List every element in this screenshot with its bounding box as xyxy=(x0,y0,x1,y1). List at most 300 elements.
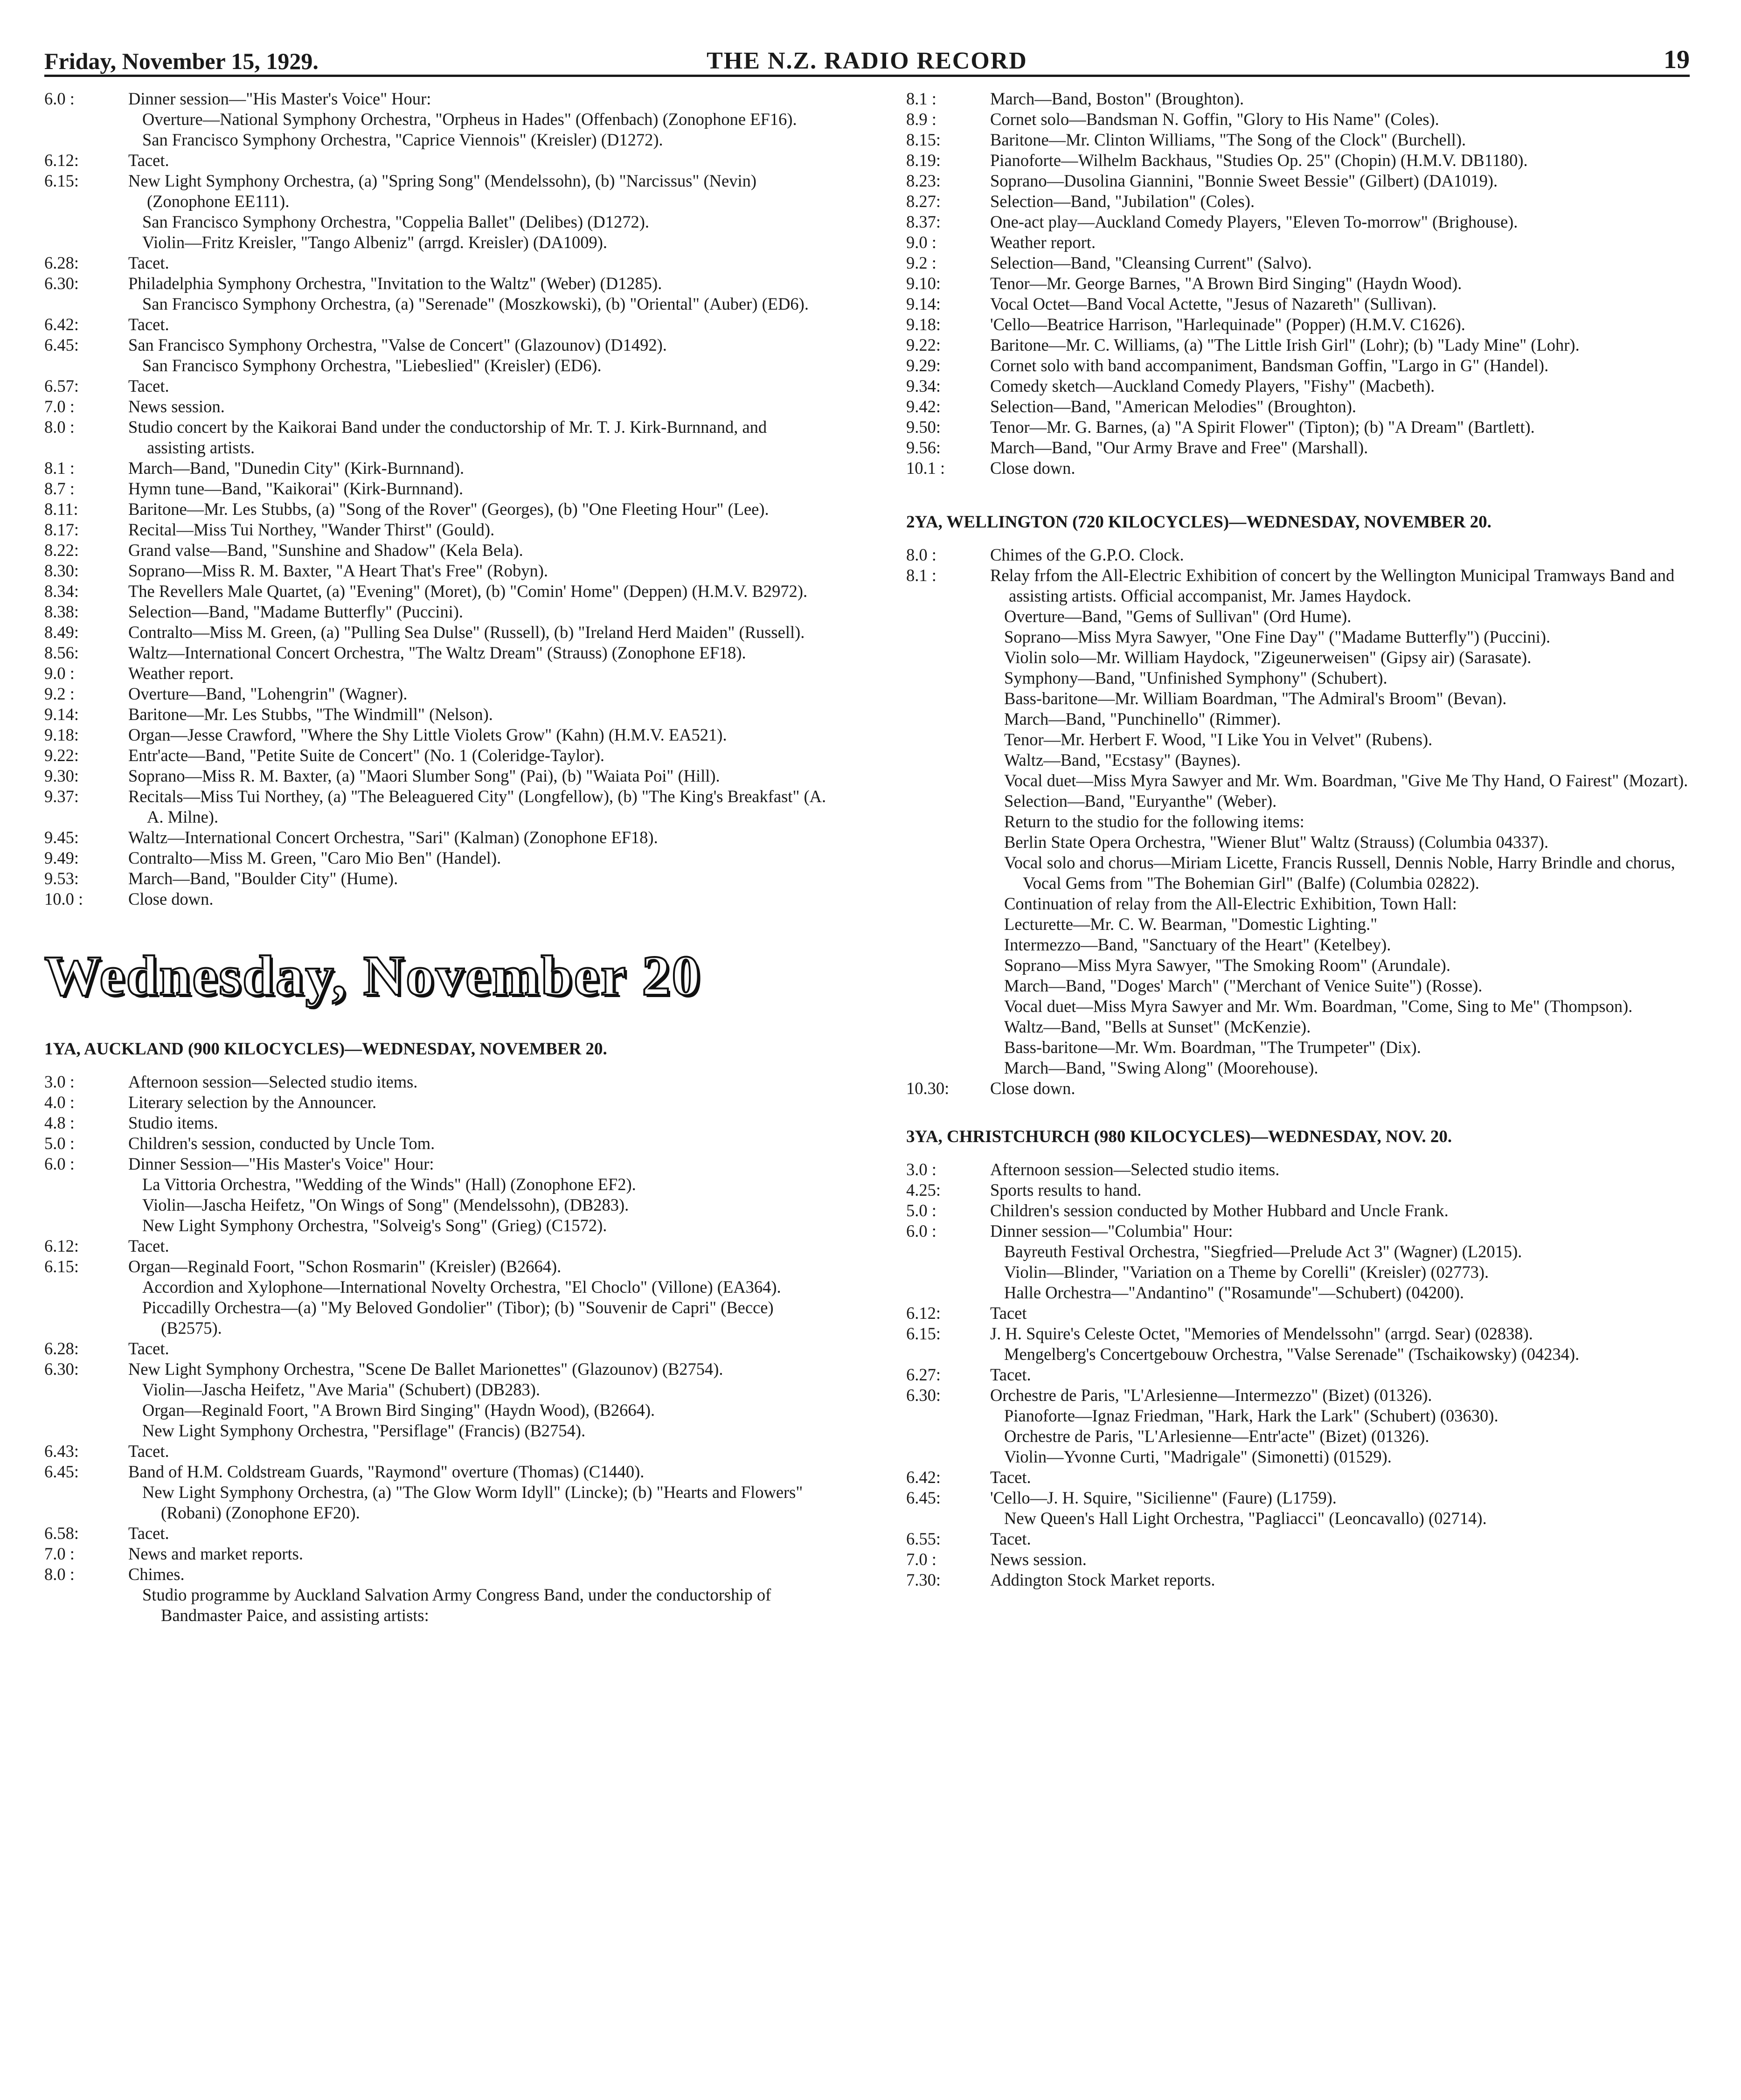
programme-entry xyxy=(44,827,828,848)
entry-text xyxy=(128,684,828,704)
entry-time: 8.34: xyxy=(44,582,79,601)
entry-line: Waltz—Band, "Ecstasy" (Baynes). xyxy=(1004,750,1241,769)
entry-time: 9.14: xyxy=(906,294,941,313)
programme-entry xyxy=(44,868,828,889)
entry-line: Sports results to hand. xyxy=(990,1180,1142,1199)
entry-line: San Francisco Symphony Orchestra, "Liebeslied" (Kreisler) (ED6). xyxy=(142,356,602,375)
entry-line: Dinner Session—"His Master's Voice" Hour: xyxy=(128,1154,434,1173)
entry-time: 9.37: xyxy=(44,787,79,806)
programme-entry xyxy=(44,786,828,827)
entry-time: 6.28: xyxy=(44,253,79,272)
programme-entry xyxy=(44,1236,828,1256)
entry-time xyxy=(906,935,990,955)
entry-text xyxy=(990,976,1690,996)
programme-entry xyxy=(906,376,1690,396)
entry-time: 9.45: xyxy=(44,828,79,847)
entry-line: Tacet. xyxy=(990,1365,1031,1384)
programme-entry xyxy=(906,1262,1690,1282)
entry-line: San Francisco Symphony Orchestra, (a) "Serenade" (Moszkowski), (b) "Oriental" (Auber) (ED6). xyxy=(142,294,809,313)
entry-time: 9.34: xyxy=(906,376,941,395)
entry-line: Dinner session—"Columbia" Hour: xyxy=(990,1221,1233,1241)
entry-text xyxy=(990,355,1690,376)
programme-entry xyxy=(906,1529,1690,1549)
entry-line: 'Cello—Beatrice Harrison, "Harlequinade" (Popper) (H.M.V. C1626). xyxy=(990,315,1465,334)
programme-entry xyxy=(44,1215,828,1236)
entry-line: Vocal duet—Miss Myra Sawyer and Mr. Wm. Boardman, "Come, Sing to Me" (Thompson). xyxy=(1004,997,1633,1016)
entry-time: 6.27: xyxy=(906,1365,941,1384)
entry-text xyxy=(990,335,1690,355)
programme-entry xyxy=(906,314,1690,335)
entry-text xyxy=(128,848,828,868)
entry-time: 8.15: xyxy=(906,130,941,149)
programme-entry xyxy=(906,1221,1690,1241)
entry-text xyxy=(128,1154,828,1174)
entry-line: Selection—Band, "Cleansing Current" (Salvo). xyxy=(990,253,1312,272)
entry-text xyxy=(990,894,1690,914)
entry-line: News and market reports. xyxy=(128,1544,304,1563)
programme-entry xyxy=(44,1379,828,1400)
entry-line: Entr'acte—Band, "Petite Suite de Concert" (No. 1 (Coleridge-Taylor). xyxy=(128,746,605,765)
entry-text xyxy=(990,709,1690,729)
entry-text xyxy=(990,1344,1690,1365)
programme-entry xyxy=(44,109,828,130)
programme-entry xyxy=(906,545,1690,565)
entry-line: Organ—Reginald Foort, "Schon Rosmarin" (Kreisler) (B2664). xyxy=(128,1257,562,1276)
entry-text xyxy=(128,253,828,273)
entry-line: Relay frfom the All-Electric Exhibition of concert by the Wellington Municipal Tramways Band and assisting artists. Official accompanist, Mr. James Haydock. xyxy=(990,566,1675,605)
entry-line: Recitals—Miss Tui Northey, (a) "The Beleaguered City" (Longfellow), (b) "The King's Breakfast" (A. A. Milne). xyxy=(128,787,826,826)
programme-entry xyxy=(44,1072,828,1092)
programme-entry xyxy=(906,191,1690,212)
entry-line: J. H. Squire's Celeste Octet, "Memories of Mendelssohn" (arrgd. Sear) (02838). xyxy=(990,1324,1533,1343)
programme-entry xyxy=(906,647,1690,668)
entry-line: Recital—Miss Tui Northey, "Wander Thirst" (Gould). xyxy=(128,520,495,539)
entry-line: Contralto—Miss M. Green, (a) "Pulling Sea Dulse" (Russell), (b) "Ireland Herd Maiden" (Russell). xyxy=(128,623,805,642)
entry-text xyxy=(128,581,828,602)
entry-time xyxy=(44,212,128,232)
entry-line: Tacet. xyxy=(128,1339,169,1358)
entry-line: Tacet xyxy=(990,1303,1027,1323)
entry-text xyxy=(990,1180,1690,1200)
programme-entry xyxy=(906,627,1690,647)
entry-time xyxy=(44,1277,128,1297)
programme-entry xyxy=(44,1297,828,1338)
programme-entry xyxy=(906,750,1690,770)
entry-text xyxy=(990,1221,1690,1241)
programme-entry xyxy=(906,232,1690,253)
entry-text xyxy=(990,1017,1690,1037)
entry-text xyxy=(990,417,1690,437)
entry-line: Halle Orchestra—"Andantino" ("Rosamunde"—Schubert) (04200). xyxy=(1004,1283,1464,1302)
programme-entry xyxy=(906,1058,1690,1078)
programme-entry xyxy=(906,1426,1690,1447)
programme-entry xyxy=(44,745,828,766)
programme-entry xyxy=(906,437,1690,458)
programme-entry xyxy=(906,458,1690,478)
programme-entry xyxy=(44,704,828,725)
entry-line: March—Band, Boston" (Broughton). xyxy=(990,89,1244,108)
entry-line: Soprano—Miss R. M. Baxter, "A Heart That's Free" (Robyn). xyxy=(128,561,548,580)
programme-entry xyxy=(906,791,1690,811)
entry-text xyxy=(990,914,1690,935)
entry-text xyxy=(990,1447,1690,1467)
entry-text xyxy=(990,1467,1690,1488)
programme-entry xyxy=(44,1154,828,1174)
programme-entry xyxy=(906,996,1690,1017)
entry-time: 4.8 : xyxy=(44,1113,75,1132)
entry-text xyxy=(128,458,828,478)
entry-time: 5.0 : xyxy=(906,1201,936,1220)
entry-line: Tacet. xyxy=(990,1468,1031,1487)
entry-text xyxy=(990,109,1690,130)
entry-time xyxy=(44,1482,128,1523)
entry-time xyxy=(44,1195,128,1215)
entry-time xyxy=(906,894,990,914)
entry-text xyxy=(128,150,828,171)
entry-time: 6.43: xyxy=(44,1442,79,1461)
entry-text xyxy=(128,1421,828,1441)
programme-entry xyxy=(906,1406,1690,1426)
entry-text xyxy=(128,1462,828,1482)
programme-entry xyxy=(906,935,1690,955)
entry-text xyxy=(128,335,828,355)
entry-text xyxy=(990,1570,1690,1590)
entry-line: Bass-baritone—Mr. Wm. Boardman, "The Trumpeter" (Dix). xyxy=(1004,1038,1421,1057)
entry-line: March—Band, "Boulder City" (Hume). xyxy=(128,869,398,888)
entry-text xyxy=(990,832,1690,852)
entry-text xyxy=(990,458,1690,478)
station-heading-1ya: 1YA, AUCKLAND (900 KILOCYCLES)—WEDNESDAY, NOVEMBER 20. xyxy=(44,1040,607,1059)
entry-time: 9.2 : xyxy=(44,684,75,703)
entry-time: 9.10: xyxy=(906,274,941,293)
entry-line: Hymn tune—Band, "Kaikorai" (Kirk-Burnnand). xyxy=(128,479,464,498)
programme-entry xyxy=(906,1241,1690,1262)
entry-text xyxy=(990,1058,1690,1078)
programme-entry xyxy=(906,1078,1690,1099)
entry-line: Violin—Fritz Kreisler, "Tango Albeniz" (arrgd. Kreisler) (DA1009). xyxy=(142,233,608,252)
station-heading-2ya: 2YA, WELLINGTON (720 KILOCYCLES)—WEDNESDAY, NOVEMBER 20. xyxy=(906,513,1491,532)
entry-line: Tacet. xyxy=(128,315,169,334)
entry-text xyxy=(128,561,828,581)
entry-line: Violin—Yvonne Curti, "Madrigale" (Simonetti) (01529). xyxy=(1004,1447,1392,1466)
programme-entry xyxy=(44,581,828,602)
programme-entry xyxy=(44,232,828,253)
entry-line: Tacet. xyxy=(128,151,169,170)
entry-time: 6.55: xyxy=(906,1529,941,1548)
programme-entry xyxy=(906,1570,1690,1590)
entry-time: 6.12: xyxy=(44,151,79,170)
programme-entry xyxy=(906,396,1690,417)
entry-text xyxy=(128,1564,828,1585)
entry-line: Pianoforte—Ignaz Friedman, "Hark, Hark the Lark" (Schubert) (03630). xyxy=(1004,1406,1498,1425)
entry-time: 9.49: xyxy=(44,848,79,867)
entry-time xyxy=(906,832,990,852)
entry-time: 9.18: xyxy=(44,725,79,744)
programme-entry xyxy=(906,150,1690,171)
entry-line: Cornet solo—Bandsman N. Goffin, "Glory to His Name" (Coles). xyxy=(990,110,1439,129)
entry-text xyxy=(990,1549,1690,1570)
entry-line: Tenor—Mr. G. Barnes, (a) "A Spirit Flower" (Tipton); (b) "A Dream" (Bartlett). xyxy=(990,417,1535,437)
entry-text xyxy=(990,996,1690,1017)
programme-entry xyxy=(44,478,828,499)
entry-time: 6.45: xyxy=(44,1462,79,1481)
programme-entry xyxy=(906,606,1690,627)
entry-time: 10.30: xyxy=(906,1079,950,1098)
entry-text xyxy=(990,545,1690,565)
entry-text xyxy=(990,273,1690,294)
entry-text xyxy=(990,1529,1690,1549)
entry-time: 6.30: xyxy=(44,1359,79,1379)
entry-text xyxy=(990,668,1690,688)
entry-line: Close down. xyxy=(990,458,1075,478)
programme-entry xyxy=(906,894,1690,914)
programme-entry xyxy=(906,1037,1690,1058)
entry-time xyxy=(906,729,990,750)
entry-line: Berlin State Opera Orchestra, "Wiener Blut" Waltz (Strauss) (Columbia 04337). xyxy=(1004,832,1549,852)
entry-line: Selection—Band, "American Melodies" (Broughton). xyxy=(990,397,1356,416)
programme-list xyxy=(906,89,1690,478)
entry-text xyxy=(990,253,1690,273)
entry-time: 7.0 : xyxy=(44,1544,75,1563)
entry-text xyxy=(990,314,1690,335)
entry-text xyxy=(128,540,828,561)
entry-time: 8.23: xyxy=(906,171,941,190)
entry-text xyxy=(990,935,1690,955)
entry-text xyxy=(128,1277,828,1297)
entry-line: Lecturette—Mr. C. W. Bearman, "Domestic Lighting." xyxy=(1004,915,1378,934)
entry-line: Orchestre de Paris, "L'Arlesienne—Entr'acte" (Bizet) (01326). xyxy=(1004,1427,1429,1446)
programme-entry xyxy=(44,561,828,581)
entry-time: 6.0 : xyxy=(44,89,75,108)
entry-time: 9.22: xyxy=(44,746,79,765)
entry-time: 7.0 : xyxy=(44,397,75,416)
programme-entry xyxy=(906,253,1690,273)
entry-text xyxy=(990,191,1690,212)
entry-time: 6.57: xyxy=(44,376,79,395)
entry-time: 6.58: xyxy=(44,1524,79,1543)
entry-time: 9.42: xyxy=(906,397,941,416)
entry-line: Organ—Jesse Crawford, "Where the Shy Little Violets Grow" (Kahn) (H.M.V. EA521). xyxy=(128,725,727,744)
entry-line: Cornet solo with band accompaniment, Bandsman Goffin, "Largo in G" (Handel). xyxy=(990,356,1549,375)
programme-entry xyxy=(44,1400,828,1421)
programme-entry xyxy=(44,1585,828,1626)
entry-text xyxy=(128,1195,828,1215)
programme-list xyxy=(44,89,828,909)
programme-entry xyxy=(44,1564,828,1585)
programme-entry xyxy=(44,1277,828,1297)
entry-text xyxy=(128,622,828,643)
programme-entry xyxy=(906,1365,1690,1385)
entry-line: News session. xyxy=(128,397,225,416)
entry-text xyxy=(128,745,828,766)
entry-time xyxy=(906,668,990,688)
entry-text xyxy=(990,852,1690,894)
entry-text xyxy=(128,1256,828,1277)
programme-list xyxy=(906,1159,1690,1590)
entry-text xyxy=(128,1133,828,1154)
programme-entry xyxy=(906,1508,1690,1529)
entry-line: Intermezzo—Band, "Sanctuary of the Heart" (Ketelbey). xyxy=(1004,935,1391,954)
programme-entry xyxy=(44,89,828,109)
entry-text xyxy=(128,1400,828,1421)
entry-text xyxy=(128,786,828,827)
entry-text xyxy=(128,643,828,663)
entry-text xyxy=(990,1159,1690,1180)
entry-text xyxy=(990,1406,1690,1426)
entry-line: Waltz—International Concert Orchestra, "The Waltz Dream" (Strauss) (Zonophone EF18). xyxy=(128,643,746,662)
entry-line: Tenor—Mr. George Barnes, "A Brown Bird Singing" (Haydn Wood). xyxy=(990,274,1462,293)
entry-time xyxy=(906,791,990,811)
entry-line: Chimes. xyxy=(128,1565,185,1584)
entry-line: Orchestre de Paris, "L'Arlesienne—Intermezzo" (Bizet) (01326). xyxy=(990,1386,1432,1405)
entry-time: 8.22: xyxy=(44,541,79,560)
programme-entry xyxy=(44,1113,828,1133)
entry-line: Weather report. xyxy=(990,233,1096,252)
entry-time: 6.15: xyxy=(44,1257,79,1276)
entry-time: 8.0 : xyxy=(906,545,936,564)
programme-entry xyxy=(44,1256,828,1277)
entry-line: Overture—Band, "Lohengrin" (Wagner). xyxy=(128,684,408,703)
entry-text xyxy=(128,1174,828,1195)
programme-entry xyxy=(906,89,1690,109)
entry-line: Contralto—Miss M. Green, "Caro Mio Ben" (Handel). xyxy=(128,848,501,867)
programme-entry xyxy=(906,914,1690,935)
entry-time xyxy=(906,1447,990,1467)
entry-text xyxy=(128,171,828,212)
entry-line: Comedy sketch—Auckland Comedy Players, "Fishy" (Macbeth). xyxy=(990,376,1435,395)
station-heading-3ya: 3YA, CHRISTCHURCH (980 KILOCYCLES)—WEDNESDAY, NOV. 20. xyxy=(906,1127,1452,1146)
programme-entry xyxy=(44,1523,828,1544)
entry-text xyxy=(128,130,828,150)
programme-entry xyxy=(906,335,1690,355)
entry-time xyxy=(906,996,990,1017)
programme-entry xyxy=(906,212,1690,232)
entry-time: 3.0 : xyxy=(44,1072,75,1091)
entry-time: 9.56: xyxy=(906,438,941,457)
entry-time xyxy=(906,627,990,647)
entry-time xyxy=(906,770,990,791)
entry-time: 6.42: xyxy=(906,1468,941,1487)
entry-time: 8.37: xyxy=(906,212,941,231)
entry-text xyxy=(990,1282,1690,1303)
entry-line: Grand valse—Band, "Sunshine and Shadow" (Kela Bela). xyxy=(128,541,523,560)
left-column xyxy=(44,89,828,1626)
entry-line: Continuation of relay from the All-Electric Exhibition, Town Hall: xyxy=(1004,894,1457,913)
columns xyxy=(44,89,1690,1626)
entry-time: 6.15: xyxy=(906,1324,941,1343)
entry-time: 9.18: xyxy=(906,315,941,334)
entry-line: Symphony—Band, "Unfinished Symphony" (Schubert). xyxy=(1004,668,1387,687)
programme-list xyxy=(906,545,1690,1099)
entry-time: 7.30: xyxy=(906,1570,941,1589)
entry-text xyxy=(990,130,1690,150)
programme-entry xyxy=(906,1549,1690,1570)
entry-line: Organ—Reginald Foort, "A Brown Bird Singing" (Haydn Wood), (B2664). xyxy=(142,1400,655,1420)
entry-line: Selection—Band, "Jubilation" (Coles). xyxy=(990,192,1255,211)
entry-text xyxy=(128,273,828,294)
programme-entry xyxy=(906,109,1690,130)
programme-entry xyxy=(44,417,828,458)
programme-entry xyxy=(906,811,1690,832)
entry-time xyxy=(44,1297,128,1338)
entry-time: 6.12: xyxy=(906,1303,941,1323)
entry-line: Vocal Octet—Band Vocal Actette, "Jesus of Nazareth" (Sullivan). xyxy=(990,294,1437,313)
entry-line: Tacet. xyxy=(128,376,169,395)
entry-line: New Light Symphony Orchestra, (a) "Spring Song" (Mendelssohn), (b) "Narcissus" (Nevin) (Zonophone EE111). xyxy=(128,171,757,211)
entry-text xyxy=(990,791,1690,811)
entry-time: 9.0 : xyxy=(906,233,936,252)
entry-line: Violin—Blinder, "Variation on a Theme by Corelli" (Kreisler) (02773). xyxy=(1004,1262,1489,1282)
entry-text xyxy=(128,294,828,314)
entry-line: Baritone—Mr. Les Stubbs, "The Windmill" (Nelson). xyxy=(128,705,493,724)
entry-text xyxy=(990,212,1690,232)
entry-text xyxy=(128,1338,828,1359)
programme-entry xyxy=(44,335,828,355)
programme-entry xyxy=(906,729,1690,750)
entry-time: 8.17: xyxy=(44,520,79,539)
entry-time: 9.50: xyxy=(906,417,941,437)
entry-time: 6.28: xyxy=(44,1339,79,1358)
entry-time: 8.9 : xyxy=(906,110,936,129)
entry-text xyxy=(990,89,1690,109)
entry-text xyxy=(128,1585,828,1626)
programme-entry xyxy=(906,1159,1690,1180)
day-heading: Wednesday, November 20 xyxy=(44,944,702,1007)
entry-time: 4.25: xyxy=(906,1180,941,1199)
entry-time: 8.1 : xyxy=(906,566,936,585)
programme-entry xyxy=(44,602,828,622)
programme-entry xyxy=(44,1359,828,1379)
entry-text xyxy=(990,1508,1690,1529)
entry-time xyxy=(906,1426,990,1447)
entry-line: La Vittoria Orchestra, "Wedding of the Winds" (Hall) (Zonophone EF2). xyxy=(142,1175,636,1194)
right-column xyxy=(906,89,1690,1626)
entry-line: Afternoon session—Selected studio items. xyxy=(128,1072,418,1091)
programme-entry xyxy=(44,766,828,786)
entry-time: 9.53: xyxy=(44,869,79,888)
programme-entry xyxy=(44,458,828,478)
entry-line: 'Cello—J. H. Squire, "Sicilienne" (Faure) (L1759). xyxy=(990,1488,1337,1507)
entry-line: San Francisco Symphony Orchestra, "Caprice Viennois" (Kreisler) (D1272). xyxy=(142,130,663,149)
publication-title: THE N.Z. RADIO RECORD xyxy=(707,48,1027,74)
entry-text xyxy=(990,955,1690,976)
entry-line: Tacet. xyxy=(128,253,169,272)
entry-time: 8.1 : xyxy=(44,458,75,478)
entry-line: Selection—Band, "Madame Butterfly" (Puccini). xyxy=(128,602,464,621)
programme-entry xyxy=(906,1447,1690,1467)
entry-text xyxy=(990,1324,1690,1344)
entry-text xyxy=(990,437,1690,458)
programme-entry xyxy=(44,1441,828,1462)
entry-text xyxy=(990,770,1690,791)
entry-text xyxy=(990,1262,1690,1282)
entry-time: 6.15: xyxy=(44,171,79,190)
entry-time xyxy=(44,1421,128,1441)
entry-line: Vocal solo and chorus—Miriam Licette, Francis Russell, Dennis Noble, Harry Brindle and chorus, Vocal Gems from "The Bohemian Girl" (Balfe) (Columbia 02822). xyxy=(1004,853,1675,893)
programme-entry xyxy=(44,130,828,150)
entry-time: 6.30: xyxy=(44,274,79,293)
programme-entry xyxy=(44,684,828,704)
programme-entry xyxy=(44,1174,828,1195)
entry-time xyxy=(44,232,128,253)
entry-line: Addington Stock Market reports. xyxy=(990,1570,1215,1589)
entry-time xyxy=(906,647,990,668)
entry-line: Pianoforte—Wilhelm Backhaus, "Studies Op. 25" (Chopin) (H.M.V. DB1180). xyxy=(990,151,1528,170)
entry-text xyxy=(128,1359,828,1379)
entry-text xyxy=(128,109,828,130)
entry-text xyxy=(128,212,828,232)
entry-time: 6.30: xyxy=(906,1386,941,1405)
